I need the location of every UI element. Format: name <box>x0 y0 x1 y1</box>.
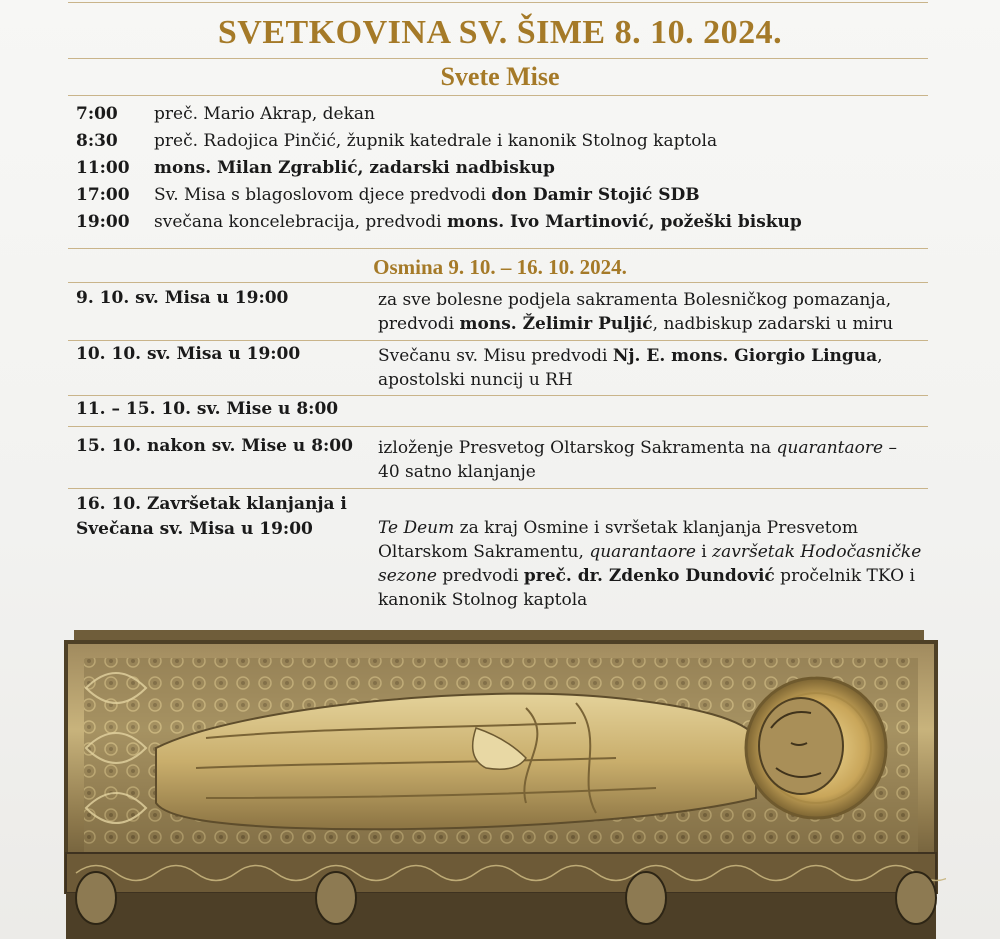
divider <box>68 488 928 489</box>
italic-term: sezone <box>378 566 437 586</box>
octave-desc <box>378 344 938 392</box>
celebrant-name: preč. dr. Zdenko Dundović <box>523 566 775 586</box>
octave-row <box>76 436 928 488</box>
mass-desc-text: Sv. Misa s blagoslovom djece predvodi <box>154 185 486 205</box>
text-span: Svečanu sv. Misu predvodi <box>378 346 608 366</box>
octave-desc-line: apostolski nuncij u RH <box>378 370 573 390</box>
mass-time: 17:00 <box>76 185 130 205</box>
octave-desc-line <box>378 564 938 588</box>
divider <box>68 340 928 341</box>
page-title: SVETKOVINA SV. ŠIME 8. 10. 2024. <box>217 14 783 51</box>
text-span: Oltarskom Sakramentu, <box>378 542 590 562</box>
mass-desc <box>154 185 700 205</box>
celebrant-name: mons. Želimir Puljić <box>459 314 653 334</box>
octave-desc-line <box>378 540 938 564</box>
octave-desc-line <box>378 344 938 368</box>
text-span: – <box>883 438 897 458</box>
section-title-octave: Osmina 9. 10. – 16. 10. 2024. <box>373 255 627 279</box>
octave-desc-line: za sve bolesne podjela sakramenta Bolesničkog pomazanja, <box>378 290 892 310</box>
divider <box>68 282 928 283</box>
text-span: za kraj Osmine i svršetak klanjanja Presvetom <box>454 518 858 538</box>
octave-desc-line: kanonik Stolnog kaptola <box>378 590 588 610</box>
text-span: , nadbiskup zadarski u miru <box>652 314 894 334</box>
italic-term: završetak Hodočasničke <box>712 542 922 562</box>
reliquary-image <box>56 628 946 939</box>
mass-desc: preč. Radojica Pinčić, župnik katedrale i kanonik Stolnog kaptola <box>154 131 718 151</box>
octave-row <box>76 399 928 423</box>
italic-term: Te Deum <box>378 518 455 538</box>
octave-desc <box>378 288 938 336</box>
octave-date: 9. 10. sv. Misa u 19:00 <box>76 288 289 308</box>
mass-time: 8:30 <box>76 131 118 151</box>
text-span: pročelnik TKO i <box>774 566 915 586</box>
octave-row <box>76 344 928 394</box>
mass-desc: preč. Mario Akrap, dekan <box>154 104 375 124</box>
mass-celebrant: don Damir Stojić SDB <box>491 185 700 205</box>
divider <box>68 248 928 249</box>
octave-date: 11. – 15. 10. sv. Mise u 8:00 <box>76 399 339 419</box>
mass-celebrant: mons. Ivo Martinović, požeški biskup <box>446 212 802 232</box>
octave-desc <box>378 436 938 484</box>
italic-term: quarantaore <box>776 438 884 458</box>
mass-desc-text: svečana koncelebracija, predvodi <box>154 212 442 232</box>
octave-desc-line <box>378 516 938 540</box>
celebrant-name: Nj. E. mons. Giorgio Lingua <box>612 346 878 366</box>
octave-desc-line: 40 satno klanjanje <box>378 462 536 482</box>
octave-date: 15. 10. nakon sv. Mise u 8:00 <box>76 436 353 456</box>
divider <box>68 58 928 59</box>
octave-desc <box>378 516 938 612</box>
octave-date: 10. 10. sv. Misa u 19:00 <box>76 344 301 364</box>
italic-term: quarantaore <box>589 542 696 562</box>
text-span: i <box>695 542 713 562</box>
text-span: izloženje Presvetog Oltarskog Sakramenta na <box>378 438 772 458</box>
section-title-masses: Svete Mise <box>440 62 560 91</box>
mass-desc <box>154 212 802 232</box>
text-span: predvodi <box>437 566 524 586</box>
mass-celebrant: mons. Milan Zgrablić, zadarski nadbiskup <box>154 158 555 178</box>
mass-time: 11:00 <box>76 158 130 178</box>
mass-time: 7:00 <box>76 104 118 124</box>
octave-row <box>76 494 928 620</box>
text-span: predvodi <box>378 314 455 334</box>
octave-desc-line <box>378 436 938 460</box>
divider <box>68 426 928 427</box>
octave-row <box>76 288 928 340</box>
divider <box>68 395 928 396</box>
text-span: , <box>877 346 883 366</box>
octave-date: Svečana sv. Misa u 19:00 <box>76 519 313 539</box>
octave-date: 16. 10. Završetak klanjanja i <box>76 494 347 514</box>
octave-desc-line <box>378 312 938 336</box>
divider <box>68 2 928 3</box>
divider <box>68 95 928 96</box>
mass-time: 19:00 <box>76 212 130 232</box>
